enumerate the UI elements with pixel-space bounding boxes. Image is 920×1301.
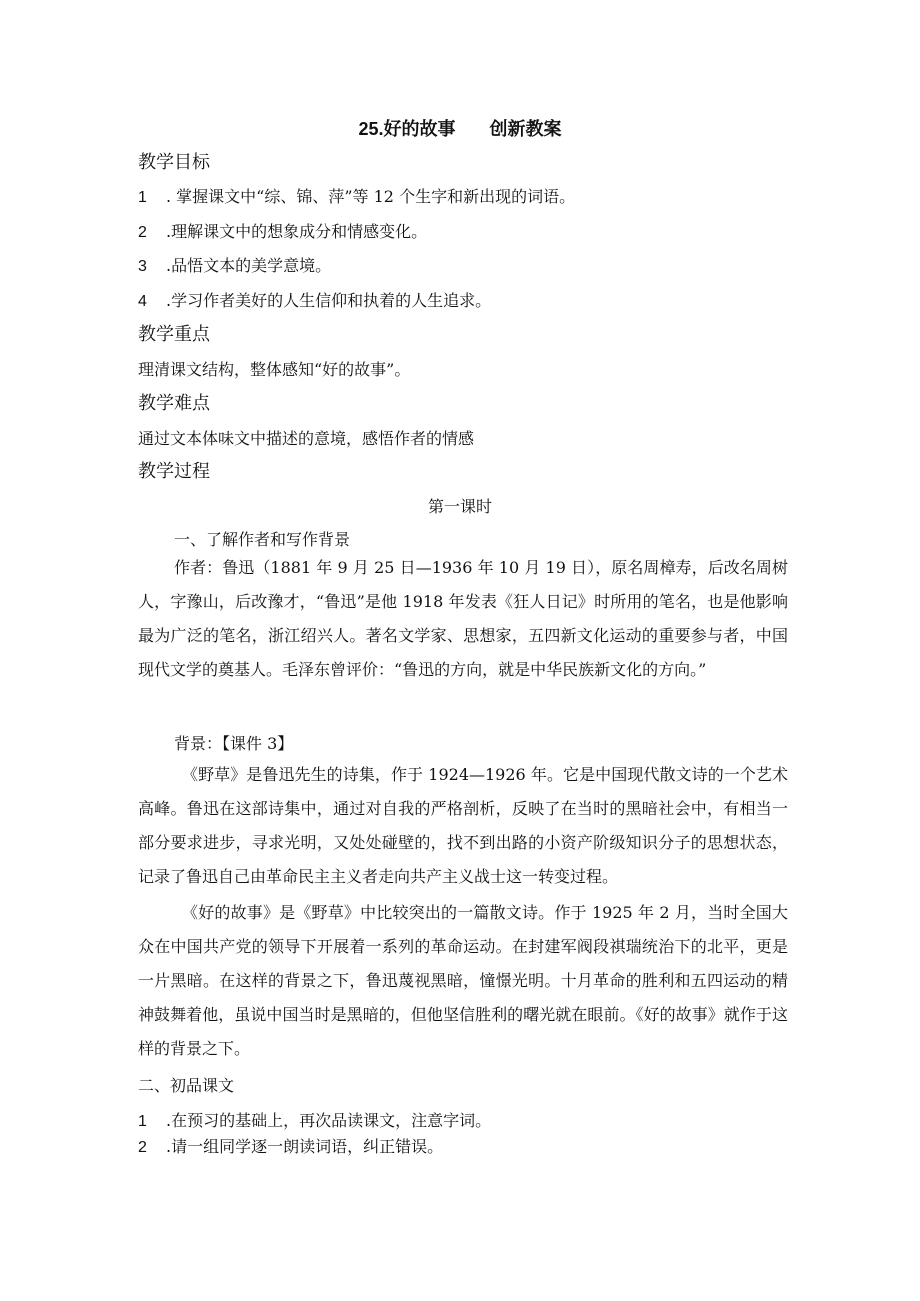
goal-number: 1 bbox=[138, 189, 147, 206]
goal-number: 3 bbox=[138, 258, 147, 275]
goal-item bbox=[138, 288, 491, 311]
goal-text: .理解课文中的想象成分和情感变化。 bbox=[166, 222, 428, 241]
step-text: .在预习的基础上，再次品读课文，注意字词。 bbox=[166, 1111, 492, 1130]
title-main: 好的故事 bbox=[383, 119, 456, 140]
lesson-title: 第一课时 bbox=[427, 497, 492, 516]
section1-title: 一、了解作者和写作背景 bbox=[174, 530, 351, 549]
key-heading: 教学重点 bbox=[138, 324, 210, 345]
document-title bbox=[0, 115, 920, 141]
background-paragraph-2: 《好的故事》是《野草》中比较突出的一篇散文诗。作于 1925 年 2 月，当时全国大众在中国共产党的领导下开展着一系列的革命运动。在封建军阀段祺瑞统治下的北平，更是一片黑暗。在这样的背景之下，鲁迅蔑视黑暗，憧憬光明。十月革命的胜利和五四运动的精神鼓舞着他，虽说中国当时是黑暗的，但他坚信胜利的曙光就在眼前。《好的故事》就作于这样的背景之下。 bbox=[138, 903, 788, 1058]
background-paragraph-1: 《野草》是鲁迅先生的诗集，作于 1924—1926 年。它是中国现代散文诗的一个艺术高峰。鲁迅在这部诗集中，通过对自我的严格剖析，反映了在当时的黑暗社会中，有相当一部分要求进步，寻求光明，又处处碰壁的，找不到出路的小资产阶级知识分子的思想状态，记录了鲁迅自己由革命民主主义者走向共产主义战士这一转变过程。 bbox=[138, 765, 788, 886]
step-number: 1 bbox=[138, 1113, 147, 1130]
difficulty-heading: 教学难点 bbox=[138, 393, 210, 414]
process-heading: 教学过程 bbox=[138, 461, 210, 482]
goal-text: .品悟文本的美学意境。 bbox=[166, 256, 332, 275]
goals-heading: 教学目标 bbox=[138, 152, 210, 173]
goal-item bbox=[138, 253, 331, 276]
step-number: 2 bbox=[138, 1139, 147, 1156]
step-text: .请一组同学逐一朗读词语，纠正错误。 bbox=[166, 1137, 444, 1156]
step-item bbox=[138, 1134, 443, 1157]
goal-text: . 掌握课文中“综、锦、萍”等 12 个生字和新出现的词语。 bbox=[166, 187, 576, 206]
background-label: 背景：【课件 3】 bbox=[174, 734, 294, 753]
title-sub: 创新教案 bbox=[489, 119, 562, 140]
key-text: 理清课文结构，整体感知“好的故事”。 bbox=[138, 360, 411, 379]
section2-title: 二、初品课文 bbox=[138, 1076, 235, 1095]
goal-number: 2 bbox=[138, 224, 147, 241]
goal-item bbox=[138, 219, 427, 242]
title-number: 25. bbox=[358, 119, 384, 139]
difficulty-text: 通过文本体味文中描述的意境，感悟作者的情感 bbox=[138, 429, 475, 448]
step-item bbox=[138, 1108, 491, 1131]
goal-number: 4 bbox=[138, 293, 147, 310]
goal-text: .学习作者美好的人生信仰和执着的人生追求。 bbox=[166, 291, 492, 310]
author-paragraph: 作者：鲁迅（1881 年 9 月 25 日—1936 年 10 月 19 日），原名周樟寿，后改名周树人，字豫山，后改豫才，“鲁迅”是他 1918 年发表《狂人日记》时所用的笔名，也是他影响最为广泛的笔名，浙江绍兴人。著名文学家、思想家，五四新文化运动的重要参与者，中国现代文学的奠基人。毛泽东曾评价：“鲁迅的方向，就是中华民族新文化的方向。” bbox=[138, 558, 788, 679]
goal-item bbox=[138, 184, 575, 207]
